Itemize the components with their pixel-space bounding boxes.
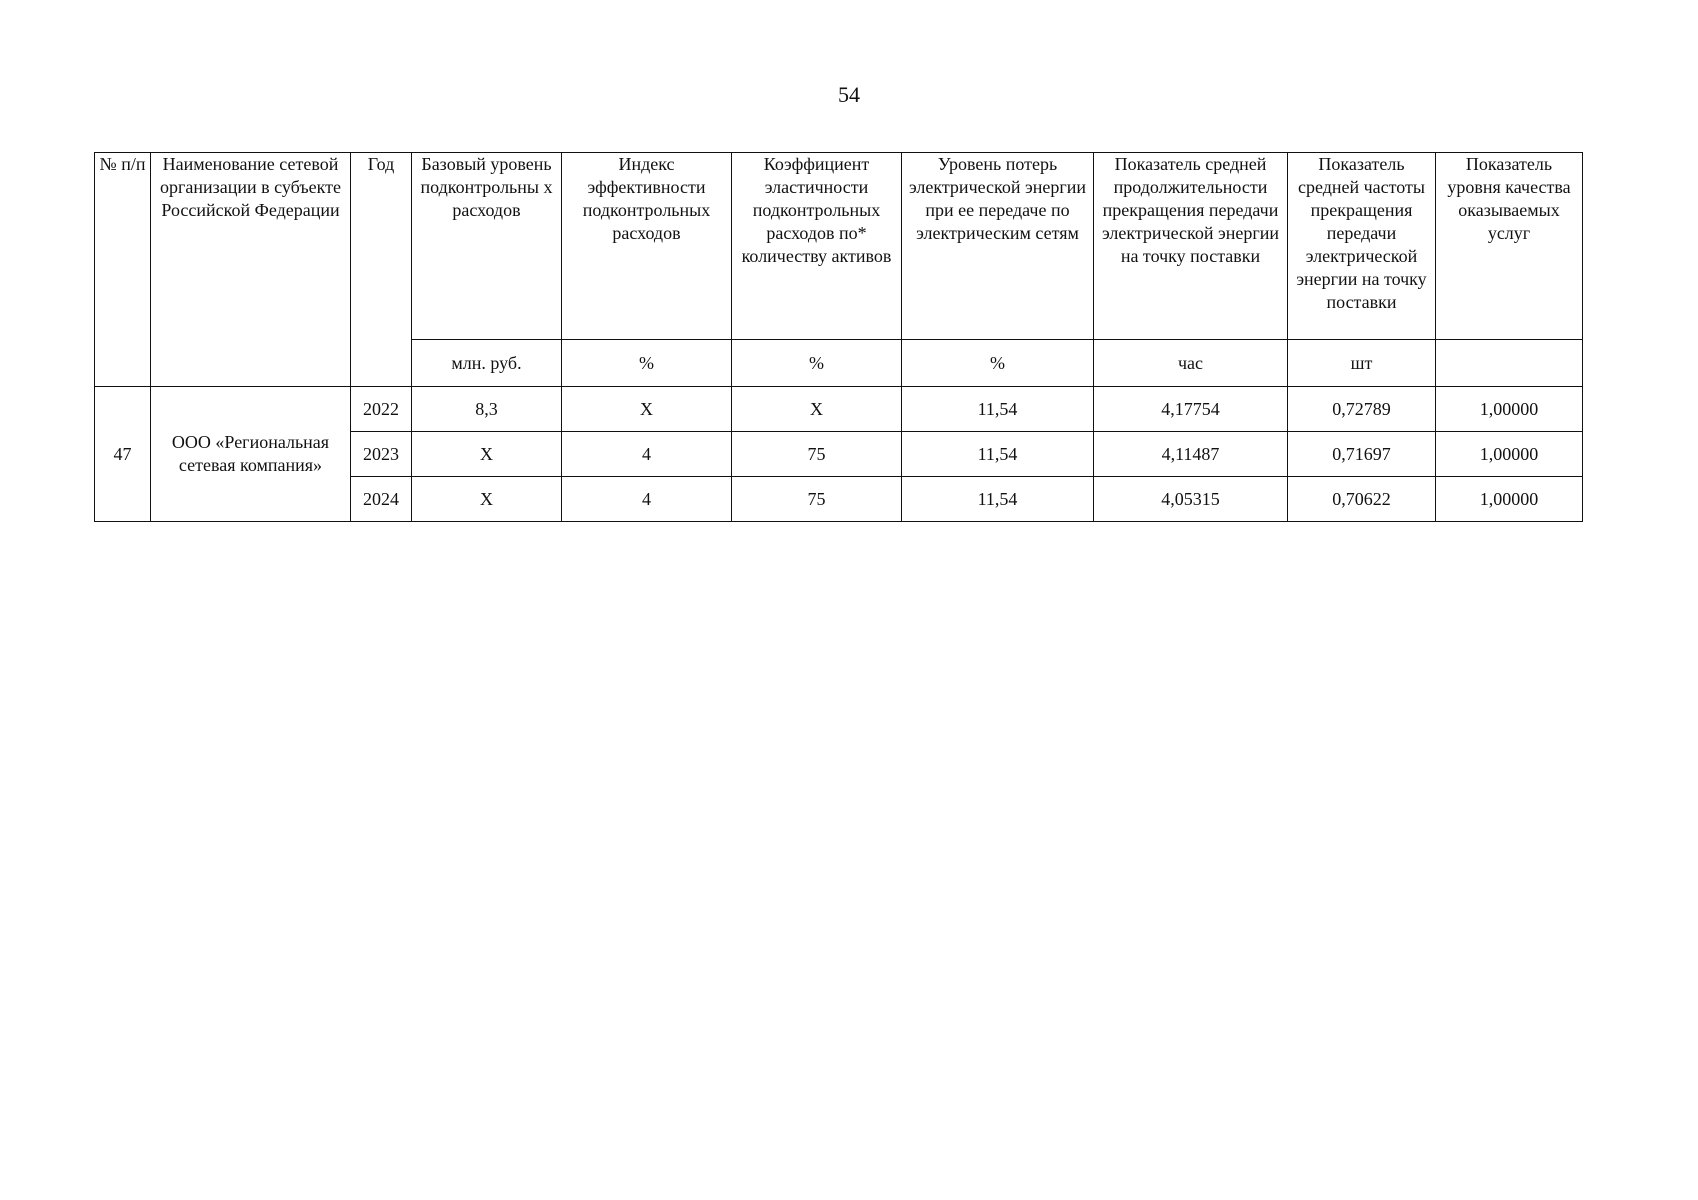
cell-efficiency-index: Х bbox=[562, 387, 732, 432]
unit-avg-duration: час bbox=[1094, 340, 1288, 387]
cell-year: 2024 bbox=[351, 477, 412, 522]
header-loss-level: Уровень потерь электрической энергии при ее передаче по электрическим сетям bbox=[902, 153, 1094, 340]
header-elasticity: Коэффициент эластичности подконтрольных расходов по* количеству активов bbox=[732, 153, 902, 340]
cell-loss-level: 11,54 bbox=[902, 432, 1094, 477]
cell-efficiency-index: 4 bbox=[562, 477, 732, 522]
cell-service-quality: 1,00000 bbox=[1436, 432, 1583, 477]
cell-avg-duration: 4,05315 bbox=[1094, 477, 1288, 522]
cell-elasticity: Х bbox=[732, 387, 902, 432]
row-number: 47 bbox=[95, 387, 151, 522]
cell-base-level: Х bbox=[412, 432, 562, 477]
cell-loss-level: 11,54 bbox=[902, 477, 1094, 522]
cell-efficiency-index: 4 bbox=[562, 432, 732, 477]
cell-avg-frequency: 0,71697 bbox=[1288, 432, 1436, 477]
cell-elasticity: 75 bbox=[732, 432, 902, 477]
page-number: 54 bbox=[838, 82, 860, 107]
cell-avg-frequency: 0,72789 bbox=[1288, 387, 1436, 432]
cell-elasticity: 75 bbox=[732, 477, 902, 522]
cell-avg-frequency: 0,70622 bbox=[1288, 477, 1436, 522]
cell-year: 2023 bbox=[351, 432, 412, 477]
unit-loss-level: % bbox=[902, 340, 1094, 387]
unit-efficiency-index: % bbox=[562, 340, 732, 387]
table-row bbox=[95, 387, 1583, 432]
header-avg-frequency: Показатель средней частоты прекращения передачи электрической энергии на точку поставки bbox=[1288, 153, 1436, 340]
header-org: Наименование сетевой организации в субъекте Российской Федерации bbox=[151, 153, 351, 387]
header-base-level: Базовый уровень подконтрольны х расходов bbox=[412, 153, 562, 340]
header-efficiency-index: Индекс эффективности подконтрольных расходов bbox=[562, 153, 732, 340]
cell-service-quality: 1,00000 bbox=[1436, 387, 1583, 432]
unit-service-quality bbox=[1436, 340, 1583, 387]
cell-year: 2022 bbox=[351, 387, 412, 432]
org-name: ООО «Региональная сетевая компания» bbox=[151, 387, 351, 522]
unit-avg-frequency: шт bbox=[1288, 340, 1436, 387]
header-year: Год bbox=[351, 153, 412, 387]
header-avg-duration: Показатель средней продолжительности прекращения передачи электрической энергии на точку поставки bbox=[1094, 153, 1288, 340]
header-num: № п/п bbox=[95, 153, 151, 387]
unit-elasticity: % bbox=[732, 340, 902, 387]
cell-loss-level: 11,54 bbox=[902, 387, 1094, 432]
unit-base-level: млн. руб. bbox=[412, 340, 562, 387]
cell-avg-duration: 4,11487 bbox=[1094, 432, 1288, 477]
regulation-parameters-table bbox=[94, 152, 1583, 522]
cell-base-level: 8,3 bbox=[412, 387, 562, 432]
cell-base-level: Х bbox=[412, 477, 562, 522]
cell-service-quality: 1,00000 bbox=[1436, 477, 1583, 522]
header-service-quality: Показатель уровня качества оказываемых услуг bbox=[1436, 153, 1583, 340]
cell-avg-duration: 4,17754 bbox=[1094, 387, 1288, 432]
header-row bbox=[95, 153, 1583, 340]
